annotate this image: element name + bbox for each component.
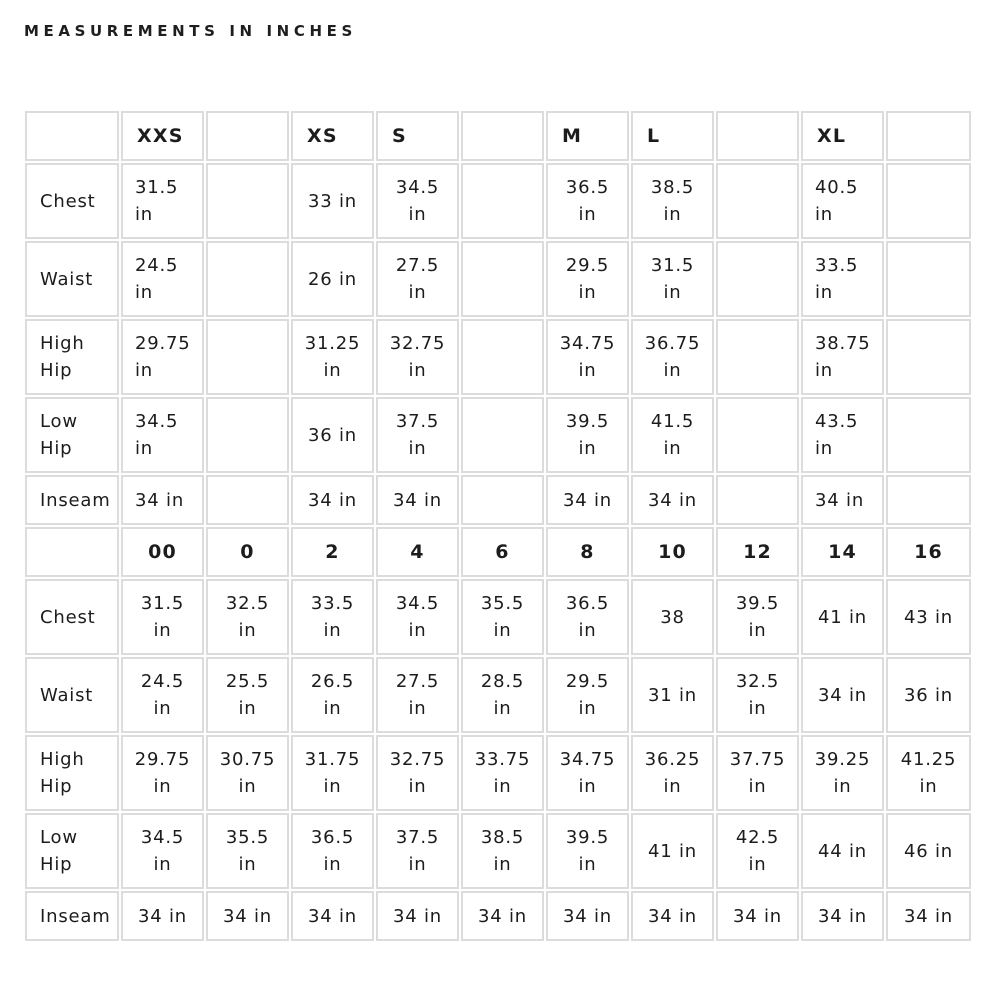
numeric-row-label-inseam: Inseam — [25, 891, 119, 941]
alpha-cell-high-hip: 29.75 in — [121, 319, 204, 395]
numeric-header-6: 6 — [461, 527, 544, 577]
alpha-cell-chest: 38.5 in — [631, 163, 714, 239]
alpha-row-label-waist: Waist — [25, 241, 119, 317]
alpha-header-corner — [25, 111, 119, 161]
numeric-cell-inseam: 34 in — [886, 891, 971, 941]
numeric-cell-low-hip: 44 in — [801, 813, 884, 889]
alpha-cell-waist — [461, 241, 544, 317]
alpha-header-xxs: XXS — [121, 111, 204, 161]
numeric-row-label-low-hip: Low Hip — [25, 813, 119, 889]
numeric-cell-chest: 43 in — [886, 579, 971, 655]
alpha-header-blank — [206, 111, 289, 161]
numeric-cell-inseam: 34 in — [801, 891, 884, 941]
numeric-cell-chest: 32.5 in — [206, 579, 289, 655]
numeric-row-label-chest: Chest — [25, 579, 119, 655]
numeric-cell-waist: 31 in — [631, 657, 714, 733]
numeric-cell-high-hip: 29.75 in — [121, 735, 204, 811]
alpha-cell-low-hip — [461, 397, 544, 473]
alpha-cell-chest — [886, 163, 971, 239]
alpha-header-m: M — [546, 111, 629, 161]
numeric-cell-high-hip: 30.75 in — [206, 735, 289, 811]
numeric-row-label-high-hip: High Hip — [25, 735, 119, 811]
numeric-cell-waist: 28.5 in — [461, 657, 544, 733]
alpha-cell-waist: 27.5 in — [376, 241, 459, 317]
alpha-cell-inseam: 34 in — [376, 475, 459, 525]
alpha-cell-inseam: 34 in — [121, 475, 204, 525]
numeric-header-4: 4 — [376, 527, 459, 577]
numeric-cell-waist: 29.5 in — [546, 657, 629, 733]
numeric-cell-low-hip: 38.5 in — [461, 813, 544, 889]
alpha-cell-high-hip — [461, 319, 544, 395]
numeric-cell-high-hip: 36.25 in — [631, 735, 714, 811]
numeric-cell-inseam: 34 in — [291, 891, 374, 941]
numeric-cell-inseam: 34 in — [546, 891, 629, 941]
alpha-cell-waist: 24.5 in — [121, 241, 204, 317]
alpha-cell-waist: 31.5 in — [631, 241, 714, 317]
alpha-cell-chest: 34.5 in — [376, 163, 459, 239]
numeric-cell-low-hip: 39.5 in — [546, 813, 629, 889]
alpha-cell-high-hip: 32.75 in — [376, 319, 459, 395]
numeric-cell-chest: 39.5 in — [716, 579, 799, 655]
numeric-header-0: 0 — [206, 527, 289, 577]
numeric-header-10: 10 — [631, 527, 714, 577]
numeric-cell-high-hip: 39.25 in — [801, 735, 884, 811]
numeric-header-8: 8 — [546, 527, 629, 577]
page-title: MEASUREMENTS IN INCHES — [24, 22, 357, 40]
alpha-header-xl: XL — [801, 111, 884, 161]
numeric-cell-chest: 31.5 in — [121, 579, 204, 655]
numeric-cell-waist: 26.5 in — [291, 657, 374, 733]
alpha-cell-high-hip — [206, 319, 289, 395]
numeric-cell-inseam: 34 in — [376, 891, 459, 941]
numeric-cell-inseam: 34 in — [631, 891, 714, 941]
numeric-cell-chest: 35.5 in — [461, 579, 544, 655]
alpha-cell-low-hip — [716, 397, 799, 473]
numeric-row-label-waist: Waist — [25, 657, 119, 733]
alpha-row-label-low-hip: Low Hip — [25, 397, 119, 473]
numeric-cell-low-hip: 37.5 in — [376, 813, 459, 889]
alpha-cell-high-hip: 31.25 in — [291, 319, 374, 395]
alpha-header-blank — [461, 111, 544, 161]
alpha-cell-waist: 33.5 in — [801, 241, 884, 317]
alpha-cell-high-hip — [886, 319, 971, 395]
alpha-cell-waist — [886, 241, 971, 317]
alpha-cell-waist: 26 in — [291, 241, 374, 317]
numeric-cell-waist: 25.5 in — [206, 657, 289, 733]
numeric-cell-high-hip: 41.25 in — [886, 735, 971, 811]
alpha-cell-chest — [206, 163, 289, 239]
alpha-cell-low-hip: 37.5 in — [376, 397, 459, 473]
alpha-cell-high-hip — [716, 319, 799, 395]
numeric-cell-low-hip: 41 in — [631, 813, 714, 889]
alpha-cell-inseam — [206, 475, 289, 525]
numeric-cell-high-hip: 34.75 in — [546, 735, 629, 811]
alpha-cell-chest: 31.5 in — [121, 163, 204, 239]
numeric-header-12: 12 — [716, 527, 799, 577]
alpha-cell-waist — [716, 241, 799, 317]
alpha-cell-chest: 36.5 in — [546, 163, 629, 239]
numeric-cell-waist: 27.5 in — [376, 657, 459, 733]
alpha-cell-low-hip — [886, 397, 971, 473]
numeric-cell-inseam: 34 in — [716, 891, 799, 941]
alpha-cell-high-hip: 34.75 in — [546, 319, 629, 395]
alpha-cell-high-hip: 38.75 in — [801, 319, 884, 395]
numeric-cell-high-hip: 33.75 in — [461, 735, 544, 811]
alpha-cell-low-hip: 41.5 in — [631, 397, 714, 473]
alpha-cell-inseam — [461, 475, 544, 525]
alpha-header-l: L — [631, 111, 714, 161]
alpha-cell-inseam: 34 in — [291, 475, 374, 525]
numeric-cell-high-hip: 37.75 in — [716, 735, 799, 811]
numeric-cell-chest: 38 — [631, 579, 714, 655]
alpha-cell-chest — [716, 163, 799, 239]
alpha-cell-inseam: 34 in — [801, 475, 884, 525]
alpha-row-label-high-hip: High Hip — [25, 319, 119, 395]
numeric-cell-low-hip: 35.5 in — [206, 813, 289, 889]
alpha-cell-chest: 33 in — [291, 163, 374, 239]
alpha-header-s: S — [376, 111, 459, 161]
numeric-cell-low-hip: 36.5 in — [291, 813, 374, 889]
numeric-cell-low-hip: 34.5 in — [121, 813, 204, 889]
alpha-cell-inseam — [716, 475, 799, 525]
alpha-cell-low-hip: 43.5 in — [801, 397, 884, 473]
numeric-cell-chest: 41 in — [801, 579, 884, 655]
alpha-cell-low-hip — [206, 397, 289, 473]
alpha-cell-inseam: 34 in — [631, 475, 714, 525]
alpha-cell-low-hip: 39.5 in — [546, 397, 629, 473]
alpha-header-xs: XS — [291, 111, 374, 161]
numeric-cell-inseam: 34 in — [121, 891, 204, 941]
alpha-cell-low-hip: 36 in — [291, 397, 374, 473]
numeric-header-2: 2 — [291, 527, 374, 577]
numeric-cell-high-hip: 32.75 in — [376, 735, 459, 811]
alpha-cell-waist: 29.5 in — [546, 241, 629, 317]
numeric-cell-waist: 24.5 in — [121, 657, 204, 733]
numeric-cell-inseam: 34 in — [461, 891, 544, 941]
alpha-row-label-inseam: Inseam — [25, 475, 119, 525]
alpha-header-blank — [716, 111, 799, 161]
alpha-cell-low-hip: 34.5 in — [121, 397, 204, 473]
numeric-cell-high-hip: 31.75 in — [291, 735, 374, 811]
numeric-cell-waist: 34 in — [801, 657, 884, 733]
alpha-cell-inseam: 34 in — [546, 475, 629, 525]
numeric-cell-low-hip: 42.5 in — [716, 813, 799, 889]
numeric-cell-chest: 33.5 in — [291, 579, 374, 655]
numeric-cell-waist: 36 in — [886, 657, 971, 733]
numeric-header-00: 00 — [121, 527, 204, 577]
alpha-header-blank — [886, 111, 971, 161]
numeric-header-corner — [25, 527, 119, 577]
alpha-cell-waist — [206, 241, 289, 317]
alpha-row-label-chest: Chest — [25, 163, 119, 239]
alpha-cell-chest: 40.5 in — [801, 163, 884, 239]
size-chart-table — [24, 110, 972, 942]
alpha-cell-high-hip: 36.75 in — [631, 319, 714, 395]
numeric-header-16: 16 — [886, 527, 971, 577]
alpha-cell-inseam — [886, 475, 971, 525]
numeric-cell-low-hip: 46 in — [886, 813, 971, 889]
numeric-cell-inseam: 34 in — [206, 891, 289, 941]
alpha-cell-chest — [461, 163, 544, 239]
numeric-header-14: 14 — [801, 527, 884, 577]
numeric-cell-waist: 32.5 in — [716, 657, 799, 733]
numeric-cell-chest: 36.5 in — [546, 579, 629, 655]
numeric-cell-chest: 34.5 in — [376, 579, 459, 655]
